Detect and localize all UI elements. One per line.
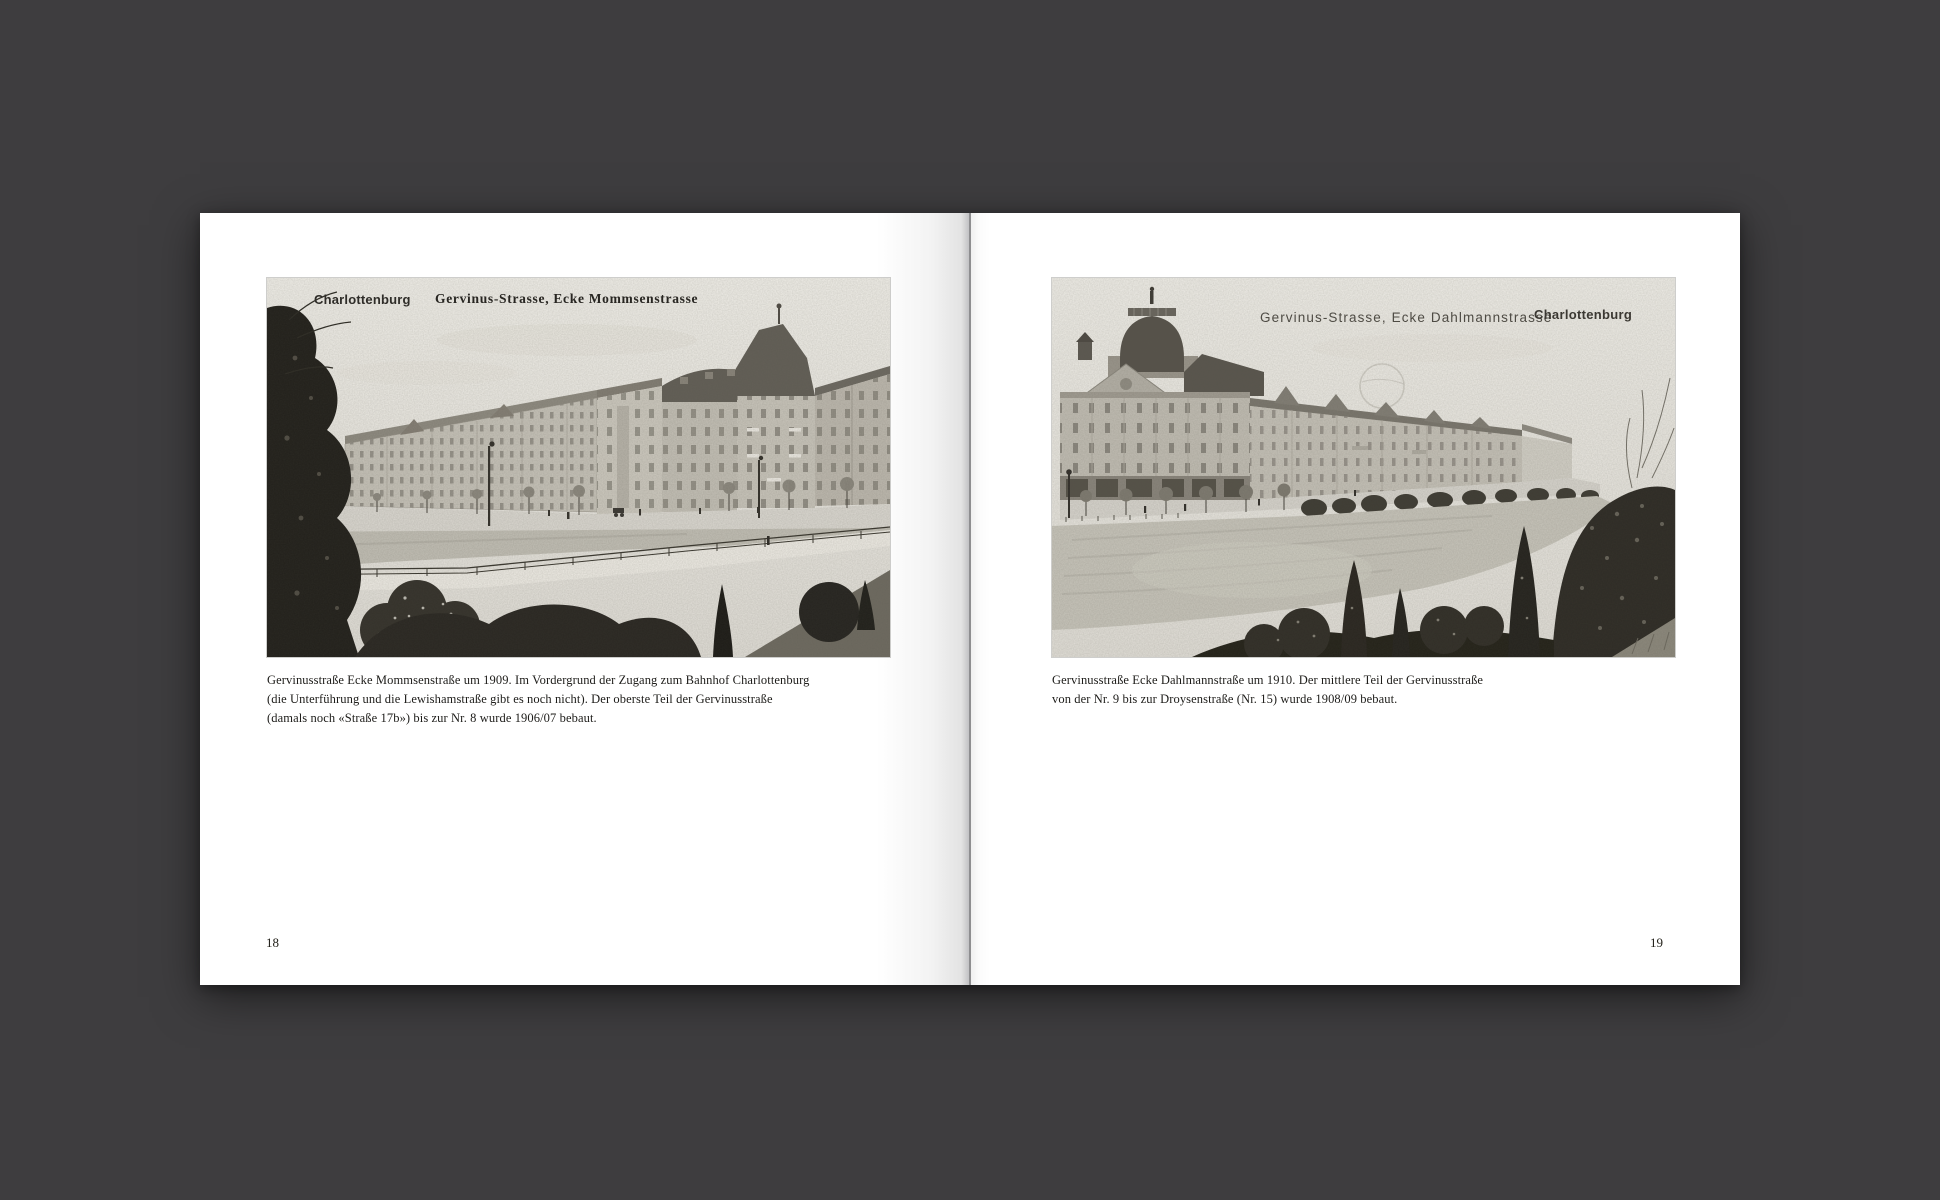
right-page <box>971 213 1740 985</box>
caption-line: (damals noch «Straße 17b») bis zur Nr. 8 wurde 1906/07 bebaut. <box>267 711 597 725</box>
right-photo-header-city: Charlottenburg <box>1534 307 1633 322</box>
right-photo <box>1052 278 1675 657</box>
left-photo-grain <box>267 278 890 657</box>
left-page <box>200 213 971 985</box>
caption-line: Gervinusstraße Ecke Dahlmannstraße um 1910. Der mittlere Teil der Gervinusstraße <box>1052 673 1484 687</box>
left-photo-header-city: Charlottenburg <box>314 292 411 307</box>
right-photo-grain <box>1052 278 1675 657</box>
left-page-number: 18 <box>266 935 279 950</box>
book-spread <box>200 213 1740 985</box>
right-page-number: 19 <box>1650 935 1663 950</box>
right-photo-header-title: Gervinus-Strasse, Ecke Dahlmannstrasse <box>1260 310 1553 325</box>
left-photo-illustration <box>267 278 890 657</box>
caption-line: (die Unterführung und die Lewishamstraße gibt es noch nicht). Der oberste Teil der Gervinusstraße <box>267 692 773 706</box>
right-photo-illustration <box>1052 278 1675 657</box>
right-caption <box>1052 671 1632 709</box>
caption-line: von der Nr. 9 bis zur Droysenstraße (Nr. 15) wurde 1908/09 bebaut. <box>1052 692 1398 706</box>
caption-line: Gervinusstraße Ecke Mommsenstraße um 1909. Im Vordergrund der Zugang zum Bahnhof Charlottenburg <box>267 673 810 687</box>
left-photo <box>267 278 890 657</box>
left-caption <box>267 671 847 728</box>
left-photo-header-title: Gervinus-Strasse, Ecke Mommsenstrasse <box>435 291 699 306</box>
